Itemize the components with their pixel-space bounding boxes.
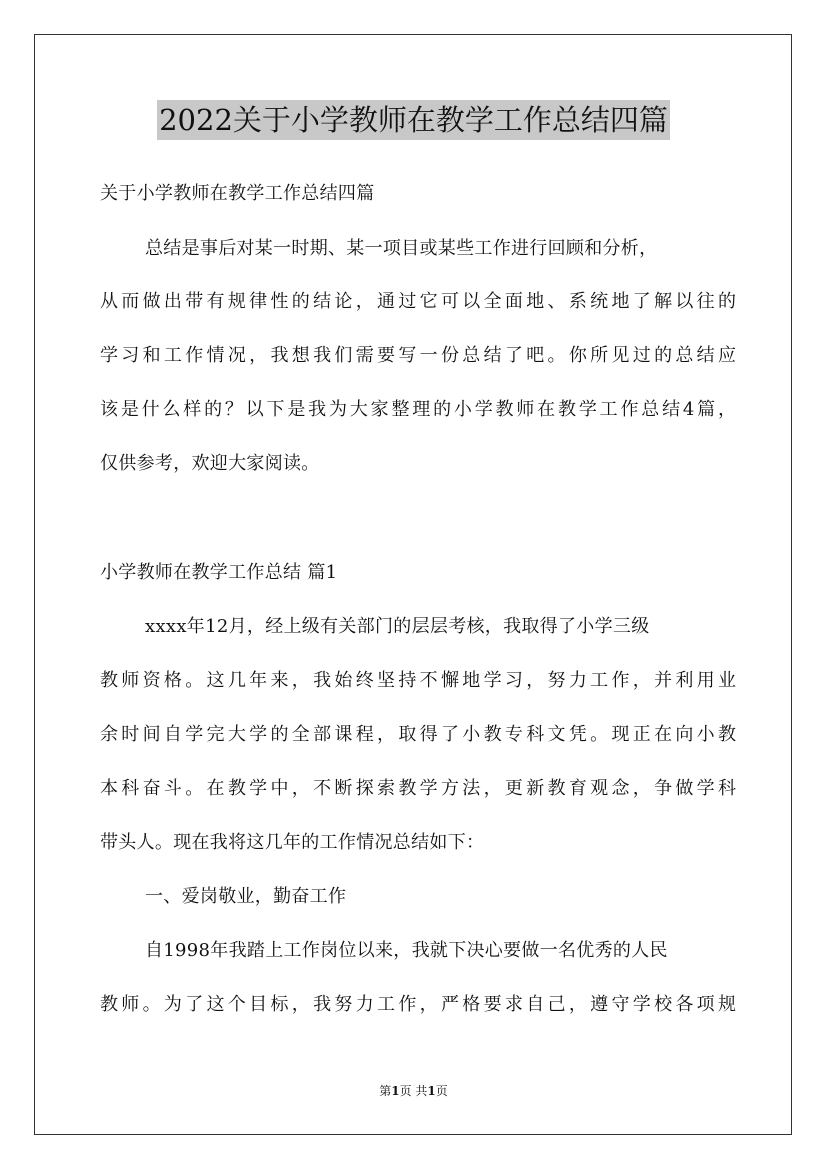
paragraph-line: 总结是事后对某一时期、某一项目或某些工作进行回顾和分析， [145,238,658,259]
document-title: 2022关于小学教师在教学工作总结四篇 [157,100,670,140]
paragraph-line: 该是什么样的？以下是我为大家整理的小学教师在教学工作总结4篇， [100,399,736,420]
footer-page-total: 1 [427,1084,436,1098]
paragraph-line: 仅供参考，欢迎大家阅读。 [100,453,320,474]
paragraph-line: 从而做出带有规律性的结论，通过它可以全面地、系统地了解以往的 [100,291,736,312]
paragraph-line: 带头人。现在我将这几年的工作情况总结如下： [100,832,485,853]
section-heading: 小学教师在教学工作总结 篇1 [100,562,338,583]
footer-mid: 页 共 [399,1084,428,1098]
page-footer [0,1083,827,1099]
subtitle-line: 关于小学教师在教学工作总结四篇 [100,183,375,204]
paragraph-line: 余时间自学完大学的全部课程，取得了小教专科文凭。现正在向小教 [100,724,736,745]
footer-page-number: 1 [391,1084,400,1098]
footer-suffix: 页 [435,1084,448,1098]
paragraph-line: 本科奋斗。在教学中，不断探索教学方法，更新教育观念，争做学科 [100,778,736,799]
subsection-heading: 一、爱岗敬业，勤奋工作 [145,886,347,907]
paragraph-line: 教师。为了这个目标，我努力工作，严格要求自己，遵守学校各项规 [100,994,736,1015]
footer-prefix: 第 [379,1084,392,1098]
title-container [0,100,827,140]
paragraph-line: 自1998年我踏上工作岗位以来，我就下决心要做一名优秀的人民 [145,940,668,961]
paragraph-line: 教师资格。这几年来，我始终坚持不懈地学习，努力工作，并利用业 [100,670,736,691]
paragraph-line: 学习和工作情况，我想我们需要写一份总结了吧。你所见过的总结应 [100,345,736,366]
paragraph-line: xxxx年12月，经上级有关部门的层层考核，我取得了小学三级 [145,616,650,637]
